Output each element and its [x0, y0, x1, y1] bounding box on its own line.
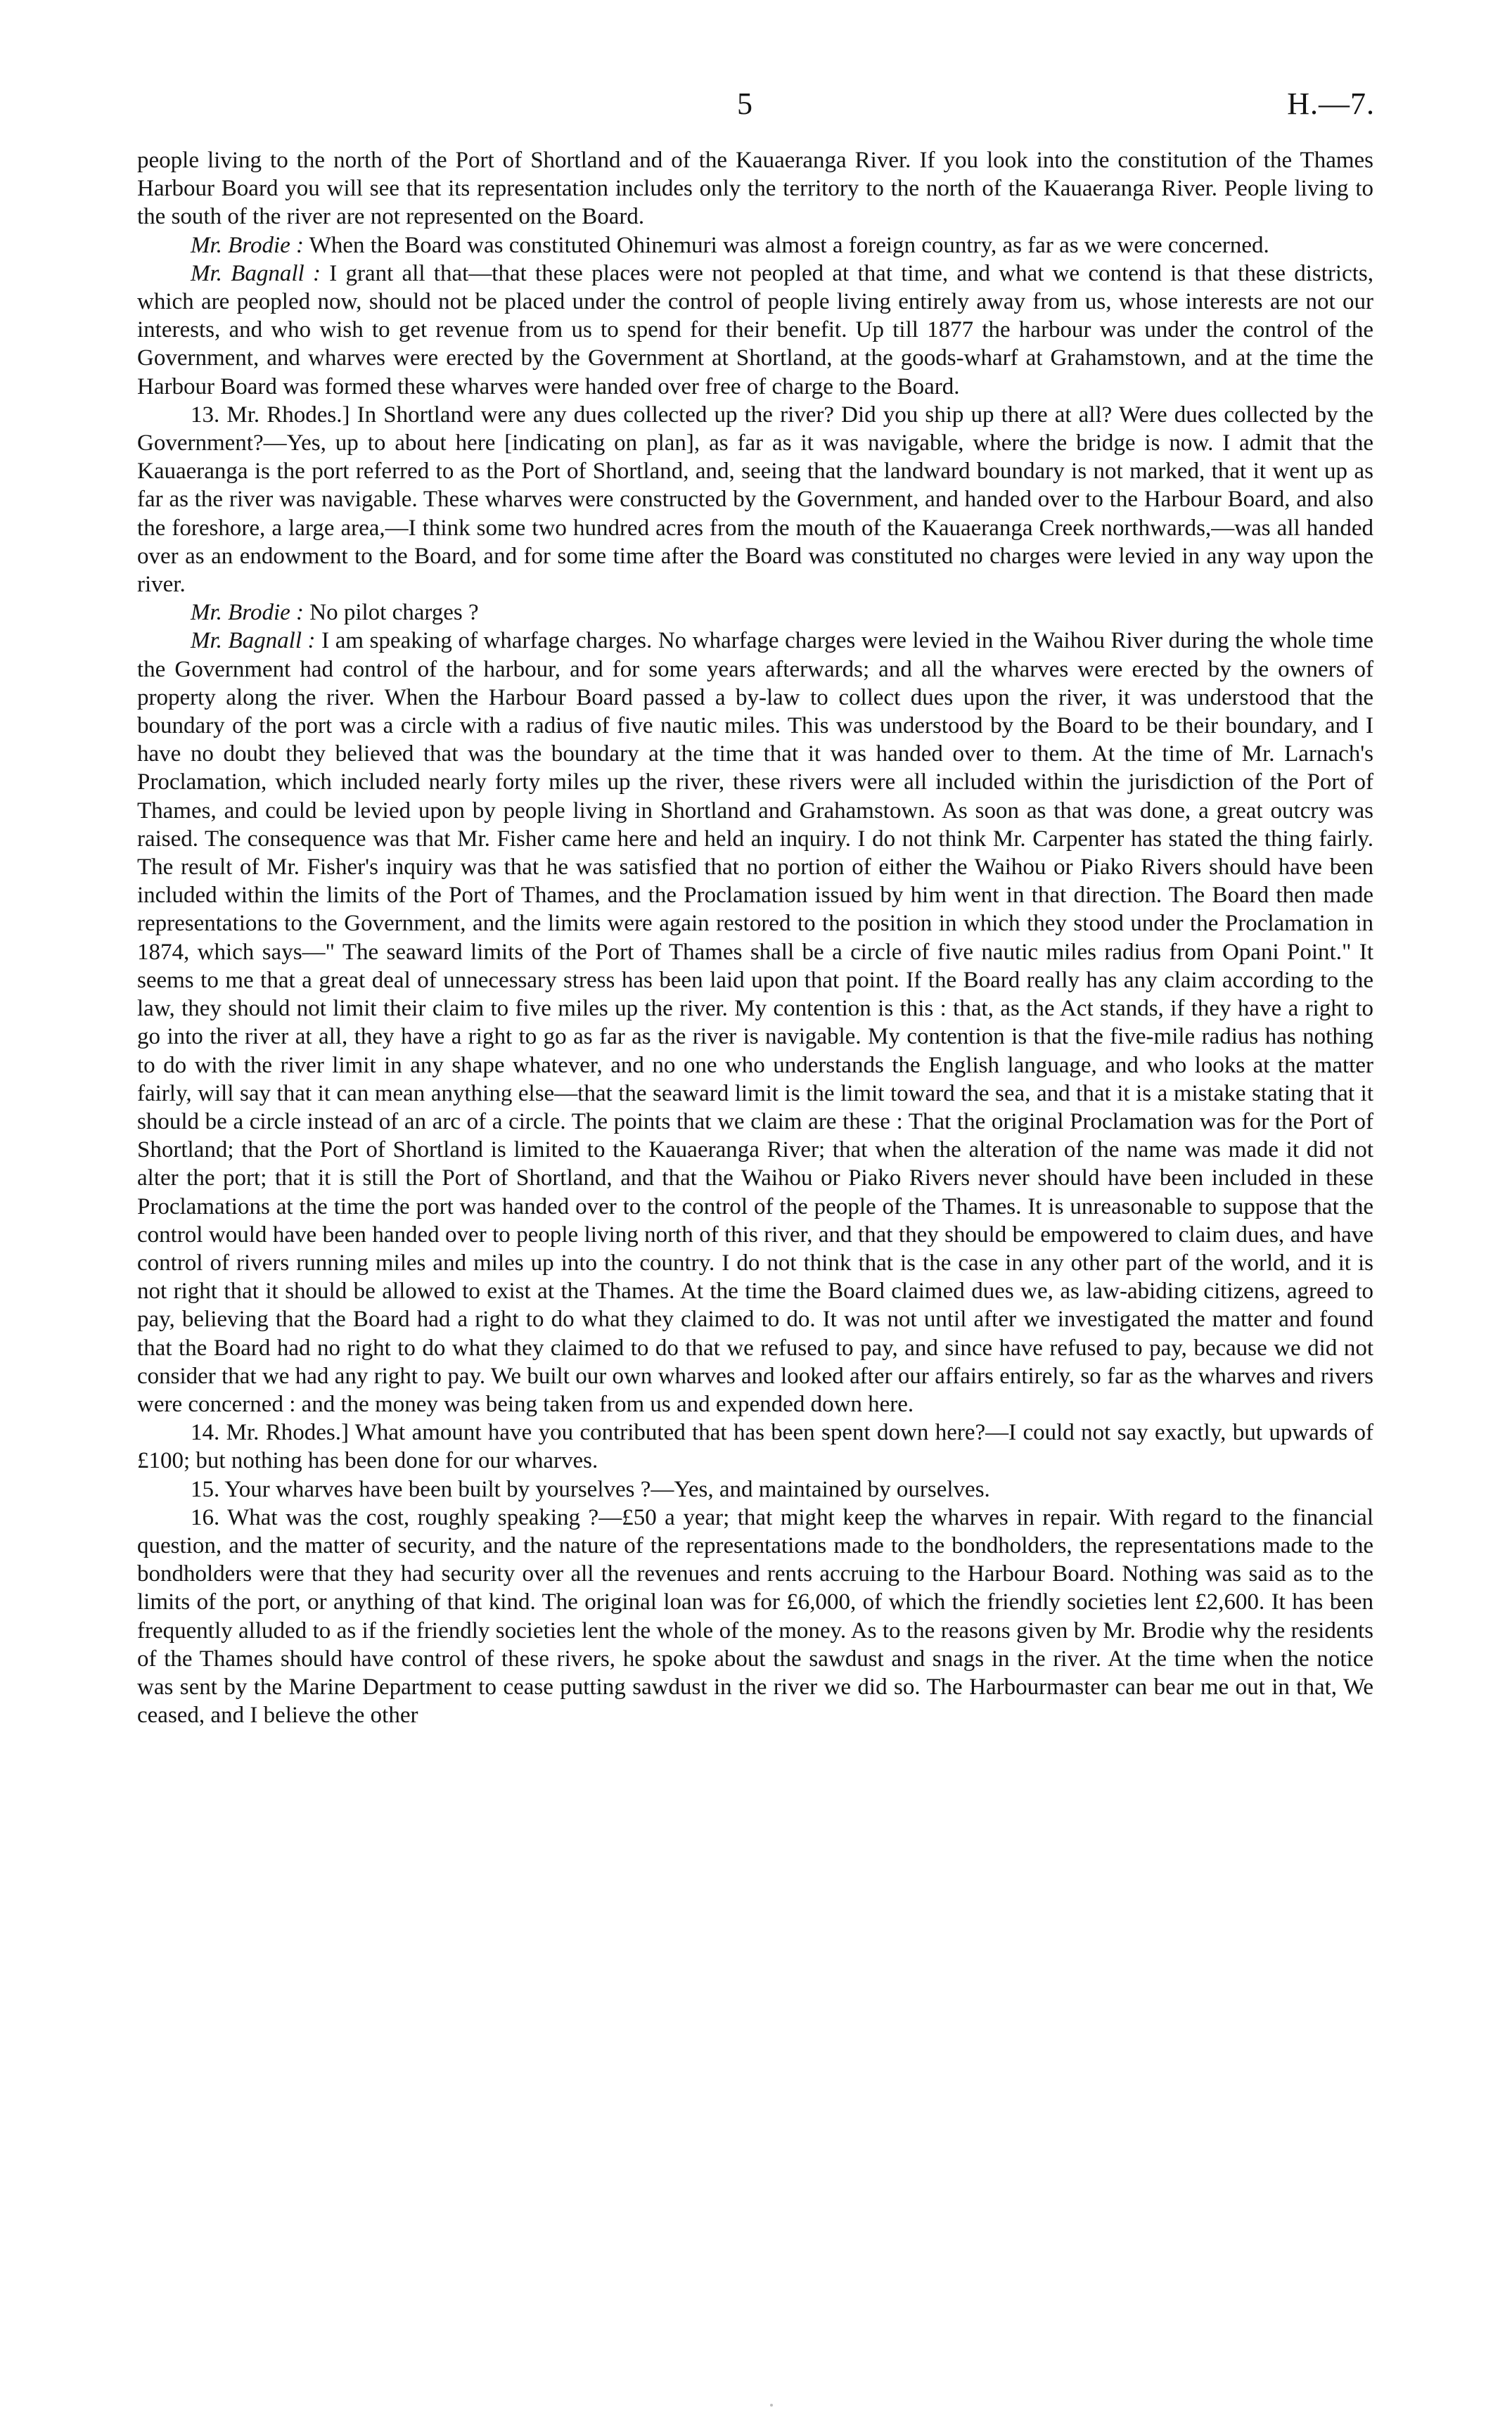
paragraph-text: When the Board was constituted Ohinemuri was almost a foreign country, as far as we were concerned. — [304, 232, 1269, 258]
paragraph-text: I grant all that—that these places were not peopled at that time, and what we contend is that these districts, which are peopled now, should not be placed under the control of people living entirely away from us, whose interests are not our interests, and who wish to get revenue from us to spend for their benefit. Up till 1877 the harbour was under the control of the Government, and wharves were erected by the Government at Shortland, at the goods-wharf at Grahamstown, and at the time the Harbour Board was formed these wharves were handed over free of charge to the Board. — [137, 260, 1373, 399]
speaker-name: Mr. Bagnall : — [191, 628, 316, 654]
paragraph-text: No pilot charges ? — [304, 600, 479, 626]
body-text — [137, 146, 1373, 1729]
paragraph-2 — [137, 231, 1373, 260]
paragraph-4 — [137, 401, 1373, 598]
speaker-name: Mr. Brodie : — [191, 600, 305, 626]
paragraph-text: 16. What was the cost, roughly speaking ?—£50 a year; that might keep the wharves in repair. With regard to the financial question, and the matter of security, and the nature of the representations made to the bondholders, the representations made to the bondholders were that they had security over all the revenues and rents accruing to the Harbour Board. Nothing was said as to the limits of the port, or anything of that kind. The original loan was for £6,000, of which the friendly societies lent £2,600. It has been frequently alluded to as if the friendly societies lent the whole of the money. As to the reasons given by Mr. Brodie why the residents of the Thames should have control of these rivers, he spoke about the sawdust and snags in the river. At the time when the notice was sent by the Marine Department to cease putting sawdust in the river we did so. The Harbourmaster can bear me out in that, We ceased, and I believe the other — [137, 1504, 1373, 1729]
page-header — [0, 83, 1512, 125]
paragraph-9 — [137, 1504, 1373, 1730]
paragraph-6 — [137, 627, 1373, 1418]
document-reference: H.—7. — [1287, 87, 1375, 121]
scan-speck — [770, 2404, 773, 2407]
page-number: 5 — [737, 87, 752, 121]
paragraph-8 — [137, 1475, 1373, 1504]
paragraph-3 — [137, 260, 1373, 401]
paragraph-text: 15. Your wharves have been built by yourselves ?—Yes, and maintained by ourselves. — [191, 1476, 990, 1502]
paragraph-5 — [137, 598, 1373, 627]
paragraph-text: 13. Mr. Rhodes.] In Shortland were any dues collected up the river? Did you ship up there at all? Were dues collected by the Government?—Yes, up to about here [indicating on plan], as far as it was navigable, where the bridge is now. I admit that the Kauaeranga is the port referred to as the Port of Shortland, and, seeing that the landward boundary is not marked, that it went up as far as the river was navigable. These wharves were constructed by the Government, and handed over to the Harbour Board, and also the foreshore, a large area,—I think some two hundred acres from the mouth of the Kauaeranga Creek northwards,—was all handed over as an endowment to the Board, and for some time after the Board was constituted no charges were levied in any way upon the river. — [137, 402, 1373, 598]
paragraph-text: 14. Mr. Rhodes.] What amount have you contributed that has been spent down here?—I could not say exactly, but upwards of £100; but nothing has been done for our wharves. — [137, 1420, 1373, 1474]
paragraph-7 — [137, 1418, 1373, 1475]
paragraph-text: people living to the north of the Port of Shortland and of the Kauaeranga River. If you look into the constitution of the Thames Harbour Board you will see that its representation includes only the territory to the north of the Kauaeranga River. People living to the south of the river are not represented on the Board. — [137, 148, 1373, 230]
paragraph-1 — [137, 146, 1373, 231]
paragraph-text: I am speaking of wharfage charges. No wharfage charges were levied in the Waihou River during the whole time the Government had control of the harbour, and for some years afterwards; and all the wharves were erected by the owners of property along the river. When the Harbour Board passed a by-law to collect dues upon the river, it was understood that the boundary of the port was a circle with a radius of five nautic miles. This was understood by the Board to be their boundary, and I have no doubt they believed that was the boundary at the time that it was handed over to them. At the time of Mr. Larnach's Proclamation, which included nearly forty miles up the river, these rivers were all included within the jurisdiction of the Port of Thames, and could be levied upon by people living in Shortland and Grahamstown. As soon as that was done, a great outcry was raised. The consequence was that Mr. Fisher came here and held an inquiry. I do not think Mr. Carpenter has stated the thing fairly. The result of Mr. Fisher's inquiry was that he was satisfied that no portion of either the Waihou or Piako Rivers should have been included within the limits of the Port of Thames, and the Proclamation issued by him went in that direction. The Board then made representations to the Government, and the limits were again restored to the position in which they stood under the Proclamation in 1874, which says—" The seaward limits of the Port of Thames shall be a circle of five nautic miles radius from Opani Point." It seems to me that a great deal of unnecessary stress has been laid upon that point. If the Board really has any claim according to the law, they should not limit their claim to five miles up the river. My contention is this : that, as the Act stands, if they have a right to go into the river at all, they have a right to go as far as the river is navigable. My contention is that the five-mile radius has nothing to do with the river limit in any shape whatever, and no one who understands the English language, and who looks at the matter fairly, will say that it can mean anything else—that the seaward limit is the limit toward the sea, and that it is a mistake stating that it should be a circle instead of an arc of a circle. The points that we claim are these : That the original Proclamation was for the Port of Shortland; that the Port of Shortland is limited to the Kauaeranga River; that when the alteration of the name was made it did not alter the port; that it is still the Port of Shortland, and that the Waihou or Piako Rivers never should have been included in these Proclamations at the time the port was handed over to the control of the people of the Thames. It is unreasonable to suppose that the control would have been handed over to people living north of this river, and that they should be empowered to claim dues, and have control of rivers running miles and miles up into the country. I do not think that is the case in any other part of the world, and it is not right that it should be allowed to exist at the Thames. At the time the Board claimed dues we, as law-abiding citizens, agreed to pay, believing that the Board had a right to do what they claimed to do. It was not until after we investigated the matter and found that the Board had no right to do what they claimed to do that we refused to pay, and since have refused to pay, because we did not consider that we had any right to pay. We built our own wharves and looked after our affairs entirely, so far as the wharves and rivers were concerned : and the money was being taken from us and expended down here. — [137, 628, 1373, 1417]
speaker-name: Mr. Bagnall : — [191, 260, 321, 286]
speaker-name: Mr. Brodie : — [191, 232, 305, 258]
